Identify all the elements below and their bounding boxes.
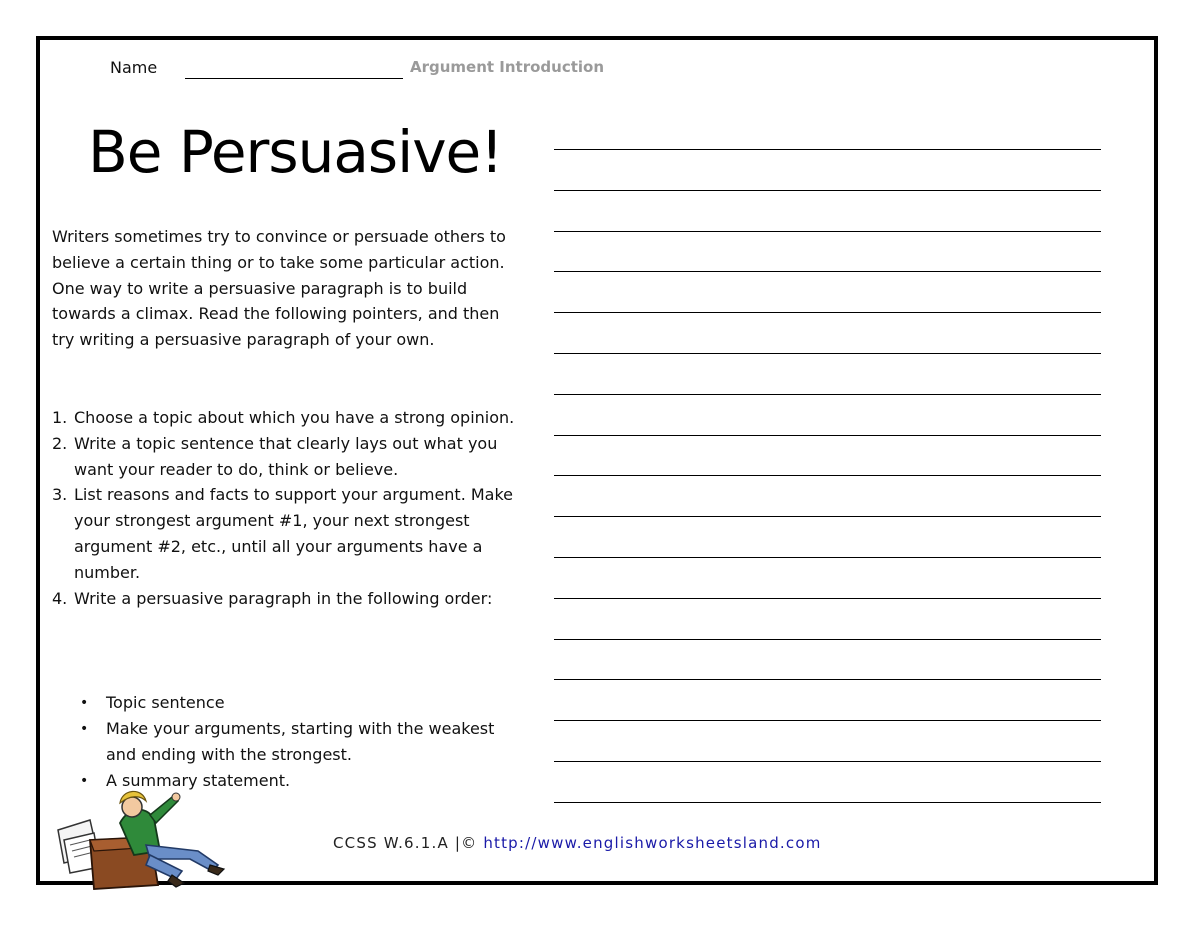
intro-paragraph: Writers sometimes try to convince or persuade others to believe a certain thing or to take some particular action. One way to write a persuasive paragraph is to build towards a climax. Read the following pointers, and then try writing a persuasive paragraph of your own. bbox=[52, 227, 506, 350]
footer-credit bbox=[333, 834, 822, 852]
order-bullet-list bbox=[78, 690, 498, 794]
writing-line[interactable] bbox=[554, 598, 1101, 599]
writing-line[interactable] bbox=[554, 475, 1101, 476]
writing-line[interactable] bbox=[554, 435, 1101, 436]
bullet-item bbox=[78, 716, 498, 768]
frustrated-writer-clipart bbox=[50, 785, 230, 890]
writing-line[interactable] bbox=[554, 516, 1101, 517]
writing-line[interactable] bbox=[554, 353, 1101, 354]
writing-line[interactable] bbox=[554, 271, 1101, 272]
writing-line[interactable] bbox=[554, 802, 1101, 803]
step-number: 3. bbox=[52, 485, 68, 505]
step-item bbox=[52, 405, 522, 431]
step-number: 1. bbox=[52, 408, 68, 427]
writing-line[interactable] bbox=[554, 394, 1101, 395]
step-text: Choose a topic about which you have a strong opinion. bbox=[74, 408, 515, 427]
step-item bbox=[52, 586, 522, 612]
standard-code: CCSS W.6.1.A |© bbox=[333, 834, 484, 852]
worksheet-subtitle: Argument Introduction bbox=[410, 58, 605, 76]
bullet-text: Make your arguments, starting with the weakest and ending with the strongest. bbox=[106, 719, 495, 764]
step-item bbox=[52, 431, 522, 483]
writing-line[interactable] bbox=[554, 639, 1101, 640]
writing-line[interactable] bbox=[554, 190, 1101, 191]
website-link[interactable]: http://www.englishworksheetsland.com bbox=[483, 834, 822, 852]
bullet-text: Topic sentence bbox=[106, 693, 225, 712]
bullet-dot-icon: • bbox=[80, 773, 89, 789]
writing-line[interactable] bbox=[554, 149, 1101, 150]
bullet-text: A summary statement. bbox=[106, 771, 291, 790]
name-blank-line[interactable] bbox=[185, 78, 403, 79]
writing-line[interactable] bbox=[554, 557, 1101, 558]
step-text: List reasons and facts to support your argument. Make your strongest argument #1, your next strongest argument #2, etc., until all your arguments have a number. bbox=[74, 485, 514, 582]
page-title: Be Persuasive! bbox=[88, 118, 503, 186]
bullet-item bbox=[78, 690, 498, 716]
writing-line[interactable] bbox=[554, 720, 1101, 721]
step-text: Write a persuasive paragraph in the following order: bbox=[74, 588, 493, 608]
writing-line[interactable] bbox=[554, 231, 1101, 232]
writing-line[interactable] bbox=[554, 761, 1101, 762]
name-label: Name bbox=[110, 58, 158, 77]
bullet-dot-icon: • bbox=[80, 721, 89, 737]
writing-line[interactable] bbox=[554, 312, 1101, 313]
step-number: 2. bbox=[52, 433, 68, 453]
step-item bbox=[52, 482, 522, 585]
writing-line[interactable] bbox=[554, 679, 1101, 680]
bullet-dot-icon: • bbox=[80, 695, 89, 711]
steps-list bbox=[52, 405, 522, 611]
step-text: Write a topic sentence that clearly lays out what you want your reader to do, think or believe. bbox=[74, 433, 498, 479]
step-number: 4. bbox=[52, 588, 68, 608]
